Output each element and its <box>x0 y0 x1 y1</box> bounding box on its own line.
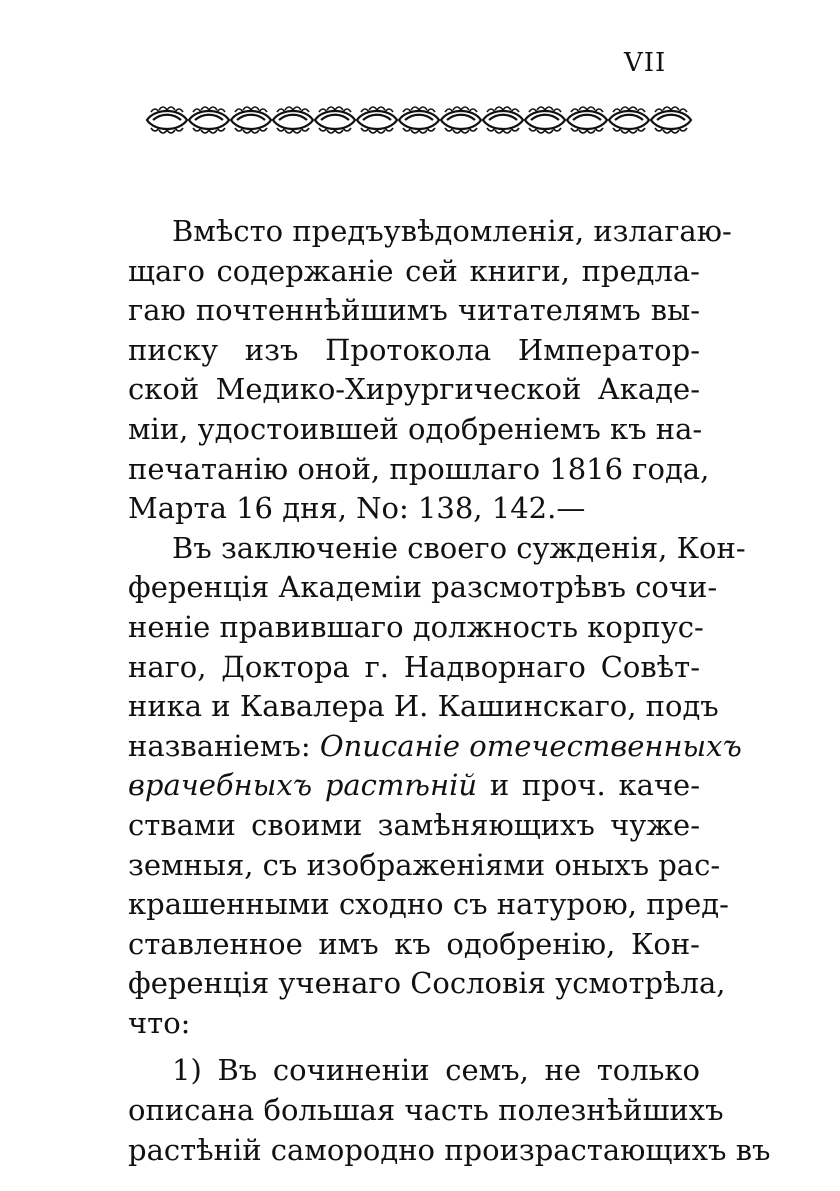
text-line <box>128 766 700 806</box>
paragraph-conclusion <box>128 529 746 1044</box>
text-line: ника и Кавалера И. Кашинскаго, подъ <box>128 689 719 724</box>
text-line: растѣній самородно произрастающихъ въ <box>128 1132 771 1167</box>
text-line: наго, Доктора г. Надворнаго Совѣт- <box>128 649 700 684</box>
text-line <box>128 727 742 767</box>
book-title-italic: Описаніе отечественныхъ <box>319 728 742 763</box>
text-segment: и проч. каче- <box>477 768 701 803</box>
paragraph-intro <box>128 212 732 529</box>
body-text <box>128 212 771 1170</box>
paragraph-point-one <box>128 1051 771 1170</box>
text-line: Марта 16 дня, No: 138, 142.— <box>128 491 586 526</box>
text-line: ствами своими замѣняющихъ чуже- <box>128 807 700 842</box>
text-line: гаю почтеннѣйшимъ читателямъ вы- <box>128 293 700 328</box>
book-title-italic: врачебныхъ растѣній <box>128 768 478 803</box>
text-line: ставленное имъ къ одобренію, Кон- <box>128 926 700 961</box>
text-line: ской Медико-Хирургической Акаде- <box>128 372 700 407</box>
text-line: міи, удостоившей одобреніемъ къ на- <box>128 411 703 446</box>
text-line: ференція ученаго Сословія усмотрѣла, <box>128 966 726 1001</box>
text-line: описана большая часть полезнѣйшихъ <box>128 1093 724 1128</box>
text-segment: названіемъ: <box>128 728 320 763</box>
text-line: земныя, съ изображеніями оныхъ рас- <box>128 847 721 882</box>
text-line: крашенными сходно съ натурою, пред- <box>128 887 729 922</box>
text-line: щаго содержаніе сей книги, предла- <box>128 253 700 288</box>
text-line: 1) Въ сочиненіи семъ, не только <box>172 1053 700 1088</box>
laurel-wreath-band-ornament-icon <box>143 98 698 142</box>
text-line: Въ заключеніе своего сужденія, Кон- <box>172 530 746 565</box>
text-line: печатанію оной, прошлаго 1816 года, <box>128 451 710 486</box>
text-line: ференція Академіи разсмотрѣвъ сочи- <box>128 570 718 605</box>
text-line: Вмѣсто предъувѣдомленія, излагаю- <box>172 214 732 248</box>
page-number: VII <box>624 48 667 78</box>
text-line: писку изъ Протокола Император- <box>128 332 700 367</box>
text-line: неніе правившаго должность корпус- <box>128 609 704 644</box>
paragraph-gap <box>128 1043 700 1051</box>
text-line: что: <box>128 1005 191 1040</box>
